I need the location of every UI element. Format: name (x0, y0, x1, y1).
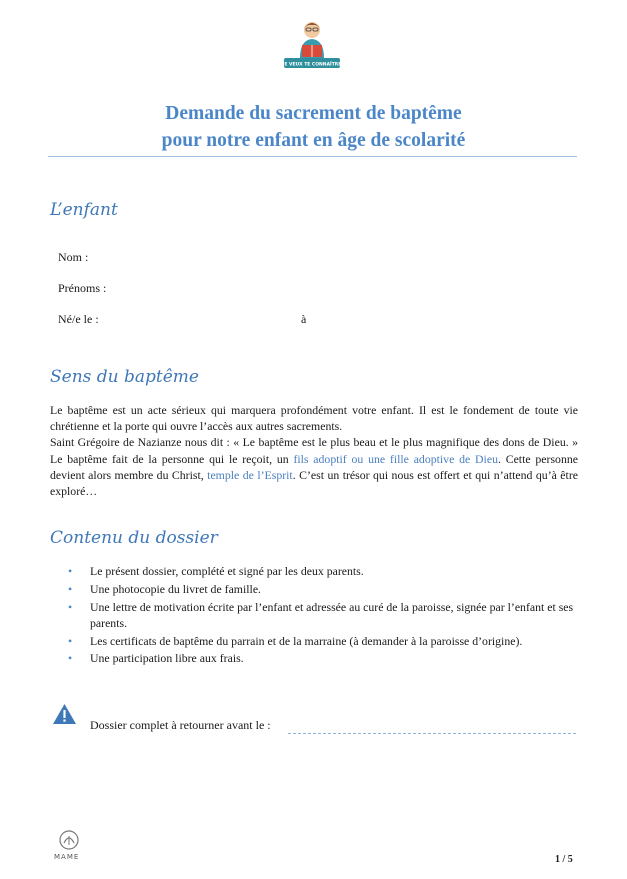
sens-paragraph (50, 402, 578, 499)
warning-icon (52, 703, 77, 725)
title-line-1: Demande du sacrement de baptême (165, 103, 462, 124)
document-title (0, 100, 627, 154)
list-item (68, 650, 578, 666)
bullet-icon: • (68, 564, 73, 578)
link-temple-esprit[interactable]: temple de l’Esprit (207, 467, 293, 482)
deadline-label: Dossier complet à retourner avant le : (90, 718, 271, 732)
bullet-icon: • (68, 633, 73, 648)
list-item-text: Les certificats de baptême du parrain et de la marraine (à demander à la paroisse d’origine). (90, 633, 523, 648)
sens-text-c: . C’est un trésor qui nous est offert et qui n’attend qu’à être exploré… (50, 467, 578, 499)
bullet-icon: • (68, 599, 73, 614)
link-fils-adoptif[interactable]: fils adoptif ou une fille adoptive de Dieu (293, 451, 498, 466)
logo-caption: JE VEUX TE CONNAÎTRE (282, 62, 342, 68)
list-item-text: Une lettre de motivation écrite par l’enfant et adressée au curé de la paroisse, signée par l’enfant et ses parents. (90, 599, 574, 630)
birth-date-label: Né/e le : (58, 312, 99, 326)
publisher-logo-icon (56, 829, 82, 851)
deadline-input-line[interactable] (288, 733, 576, 734)
birth-place-label: à (301, 312, 307, 326)
logo (280, 18, 344, 72)
title-line-2: pour notre enfant en âge de scolarité (161, 130, 466, 151)
section-heading-enfant: L’enfant (50, 200, 118, 220)
list-item (68, 563, 578, 579)
section-heading-sens: Sens du baptême (50, 367, 199, 387)
page-number: 1 / 5 (555, 854, 573, 865)
sens-text-a: Saint Grégoire de Nazianze nous dit : « Le baptême est le plus beau et le plus magnifique des dons de Dieu. » Le baptême fait de la personne qui le reçoit, un (50, 435, 578, 466)
prenoms-label: Prénoms : (58, 281, 107, 295)
sens-paragraph-1: Le baptême est un acte sérieux qui marquera profondément votre enfant. Il est le fondement de toute vie chrétienne et la porte qui ouvre l’accès aux autres sacrements. (50, 403, 578, 434)
bullet-icon: • (68, 651, 73, 666)
dossier-contents-list (68, 563, 578, 668)
bullet-icon: • (68, 581, 73, 596)
sens-text-b: . Cette personne devient alors membre du Christ, (50, 451, 578, 482)
nom-label: Nom : (58, 250, 89, 264)
list-item (68, 599, 578, 632)
sens-paragraph-2 (50, 434, 578, 499)
list-item-text: Une photocopie du livret de famille. (90, 581, 262, 596)
list-item (68, 633, 578, 649)
list-item (68, 581, 578, 597)
title-divider (48, 156, 577, 157)
section-heading-contenu: Contenu du dossier (50, 528, 218, 548)
list-item-text: Une participation libre aux frais. (90, 651, 244, 666)
list-item-text: Le présent dossier, complété et signé par les deux parents. (90, 564, 364, 578)
publisher-name: MAME (54, 853, 80, 861)
